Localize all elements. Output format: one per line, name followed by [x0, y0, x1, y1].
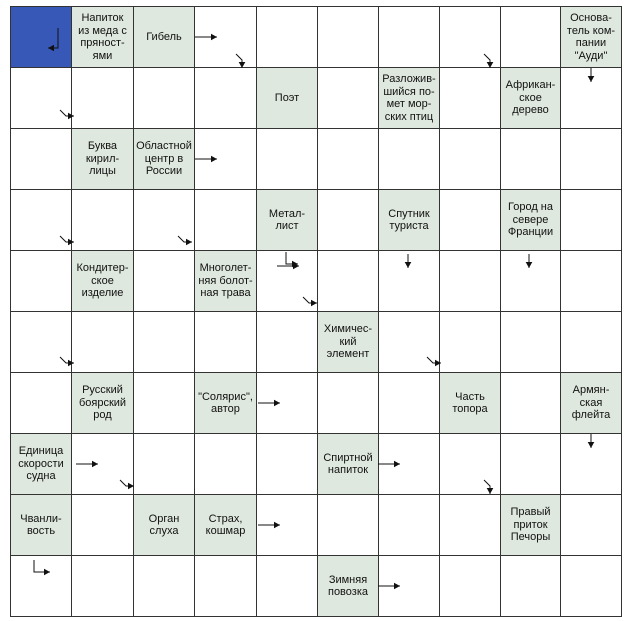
answer-cell[interactable] [500, 128, 561, 190]
answer-cell[interactable] [560, 67, 622, 129]
clue-cell: Чванли- вость [10, 494, 72, 556]
crossword-grid [10, 6, 621, 616]
answer-cell[interactable] [256, 128, 318, 190]
clue-cell: Зимняя повозка [317, 555, 379, 617]
answer-cell[interactable] [194, 433, 257, 495]
clue-cell: Город на севере Франции [500, 189, 561, 251]
answer-cell[interactable] [194, 555, 257, 617]
answer-cell[interactable] [560, 311, 622, 373]
answer-cell[interactable] [133, 433, 195, 495]
answer-cell[interactable] [560, 433, 622, 495]
answer-cell[interactable] [71, 494, 134, 556]
clue-cell: Основа- тель ком- пании "Ауди" [560, 6, 622, 68]
answer-cell[interactable] [378, 433, 440, 495]
answer-cell[interactable] [194, 6, 257, 68]
clue-cell: Напиток из меда с пряност- ями [71, 6, 134, 68]
answer-cell[interactable] [256, 433, 318, 495]
answer-cell[interactable] [500, 250, 561, 312]
answer-cell[interactable] [560, 494, 622, 556]
answer-cell[interactable] [439, 494, 501, 556]
corner-block [10, 6, 72, 68]
answer-cell[interactable] [439, 250, 501, 312]
answer-cell[interactable] [378, 128, 440, 190]
answer-cell[interactable] [378, 250, 440, 312]
answer-cell[interactable] [439, 555, 501, 617]
answer-cell[interactable] [256, 6, 318, 68]
answer-cell[interactable] [133, 555, 195, 617]
answer-cell[interactable] [560, 128, 622, 190]
clue-cell: Африкан- ское дерево [500, 67, 561, 129]
answer-cell[interactable] [10, 128, 72, 190]
answer-cell[interactable] [194, 67, 257, 129]
clue-cell: Страх, кошмар [194, 494, 257, 556]
clue-cell: Спутник туриста [378, 189, 440, 251]
answer-cell[interactable] [10, 189, 72, 251]
answer-cell[interactable] [71, 311, 134, 373]
answer-cell[interactable] [560, 555, 622, 617]
clue-cell: Поэт [256, 67, 318, 129]
answer-cell[interactable] [194, 311, 257, 373]
answer-cell[interactable] [439, 433, 501, 495]
answer-cell[interactable] [500, 311, 561, 373]
answer-cell[interactable] [317, 372, 379, 434]
answer-cell[interactable] [439, 311, 501, 373]
answer-cell[interactable] [500, 372, 561, 434]
answer-cell[interactable] [560, 189, 622, 251]
clue-cell: Единица скорости судна [10, 433, 72, 495]
answer-cell[interactable] [439, 128, 501, 190]
answer-cell[interactable] [439, 67, 501, 129]
answer-cell[interactable] [317, 67, 379, 129]
answer-cell[interactable] [256, 250, 318, 312]
answer-cell[interactable] [133, 372, 195, 434]
answer-cell[interactable] [317, 128, 379, 190]
answer-cell[interactable] [10, 67, 72, 129]
clue-cell: Гибель [133, 6, 195, 68]
answer-cell[interactable] [10, 250, 72, 312]
answer-cell[interactable] [256, 494, 318, 556]
answer-cell[interactable] [71, 433, 134, 495]
clue-cell: Метал- лист [256, 189, 318, 251]
answer-cell[interactable] [500, 433, 561, 495]
answer-cell[interactable] [560, 250, 622, 312]
answer-cell[interactable] [317, 494, 379, 556]
answer-cell[interactable] [133, 250, 195, 312]
answer-cell[interactable] [71, 189, 134, 251]
answer-cell[interactable] [194, 128, 257, 190]
answer-cell[interactable] [10, 372, 72, 434]
answer-cell[interactable] [71, 67, 134, 129]
answer-cell[interactable] [256, 311, 318, 373]
clue-cell: Кондитер- ское изделие [71, 250, 134, 312]
answer-cell[interactable] [256, 555, 318, 617]
answer-cell[interactable] [133, 311, 195, 373]
answer-cell[interactable] [256, 372, 318, 434]
clue-cell: Разложив- шийся по- мет мор- ских птиц [378, 67, 440, 129]
answer-cell[interactable] [10, 555, 72, 617]
answer-cell[interactable] [500, 6, 561, 68]
answer-cell[interactable] [317, 250, 379, 312]
clue-cell: Русский боярский род [71, 372, 134, 434]
answer-cell[interactable] [378, 555, 440, 617]
answer-cell[interactable] [378, 372, 440, 434]
answer-cell[interactable] [317, 189, 379, 251]
answer-cell[interactable] [378, 6, 440, 68]
clue-cell: Правый приток Печоры [500, 494, 561, 556]
clue-cell: Буква кирил- лицы [71, 128, 134, 190]
clue-cell: Армян- ская флейта [560, 372, 622, 434]
answer-cell[interactable] [378, 494, 440, 556]
answer-cell[interactable] [133, 189, 195, 251]
answer-cell[interactable] [133, 67, 195, 129]
answer-cell[interactable] [10, 311, 72, 373]
clue-cell: Часть топора [439, 372, 501, 434]
answer-cell[interactable] [439, 6, 501, 68]
clue-cell: Областной центр в России [133, 128, 195, 190]
clue-cell: "Солярис", автор [194, 372, 257, 434]
answer-cell[interactable] [500, 555, 561, 617]
answer-cell[interactable] [71, 555, 134, 617]
answer-cell[interactable] [378, 311, 440, 373]
answer-cell[interactable] [317, 6, 379, 68]
answer-cell[interactable] [194, 189, 257, 251]
clue-cell: Многолет- няя болот- ная трава [194, 250, 257, 312]
answer-cell[interactable] [439, 189, 501, 251]
clue-cell: Спиртной напиток [317, 433, 379, 495]
clue-cell: Химичес- кий элемент [317, 311, 379, 373]
clue-cell: Орган слуха [133, 494, 195, 556]
